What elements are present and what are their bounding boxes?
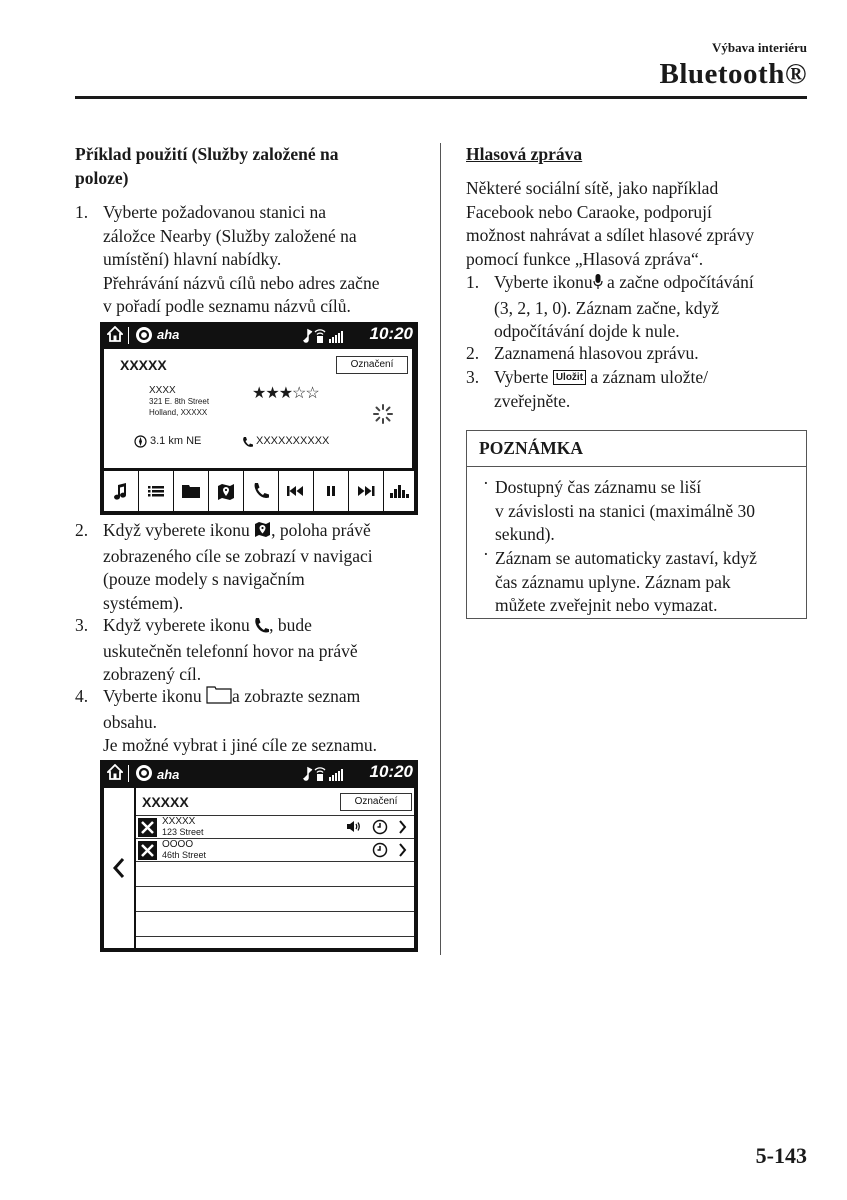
app-name: aha: [157, 767, 180, 782]
aha-app-icon: [135, 764, 153, 787]
left-heading: Příklad použití (Služby založené na poloze): [75, 144, 339, 188]
phone-number: XXXXXXXXXX: [256, 435, 330, 447]
note-title: POZNÁMKA: [467, 431, 806, 467]
list-item[interactable]: [136, 912, 414, 937]
phone-small-icon: [242, 435, 253, 453]
intro-paragraph: Některé sociální sítě, jako například Facebook nebo Caraoke, podporují možnost nahrávat a sdílet hlasové zprávy pomocí funkce „Hlasová zpráva“.: [466, 178, 755, 269]
status-icons: [301, 326, 345, 349]
list-item[interactable]: [136, 862, 414, 887]
chevron-right-icon[interactable]: [398, 820, 407, 839]
mark-button[interactable]: Označení: [340, 793, 412, 811]
rating-stars: ★★★☆☆: [252, 385, 319, 402]
status-bar: [101, 761, 417, 785]
clock-icon[interactable]: [372, 819, 388, 840]
clock: 10:20: [369, 324, 413, 343]
phone-icon[interactable]: [244, 471, 278, 511]
station-name: XXXXX: [142, 794, 189, 810]
address: XXXX 321 E. 8th Street Holland, XXXXX: [149, 385, 210, 417]
distance: 3.1 km NE: [150, 435, 202, 447]
note-bullet: · Dostupný čas záznamu se liší v závislosti na stanici (maximálně 30 sekund).: [483, 473, 756, 544]
list-icon[interactable]: [139, 471, 173, 511]
right-heading: Hlasová zpráva: [466, 144, 583, 164]
list-item[interactable]: OOOO 46th Street: [136, 839, 414, 862]
column-divider: [440, 143, 441, 955]
note-bullet: · Záznam se automaticky zastaví, když čas záznamu uplyne. Záznam pak můžete zveřejnit nebo vymazat.: [483, 544, 757, 615]
aha-app-icon: [135, 326, 153, 349]
previous-track-icon[interactable]: [279, 471, 313, 511]
section-label: Výbava interiéru: [712, 40, 807, 55]
map-pin-icon[interactable]: [209, 471, 243, 511]
contents-list: [136, 788, 414, 948]
toolbar: [104, 471, 414, 511]
status-bar: [101, 323, 417, 347]
page-title: Bluetooth®: [659, 58, 807, 90]
home-icon[interactable]: [107, 326, 123, 347]
note-box: [466, 430, 807, 619]
station-details: [104, 349, 412, 468]
clock-icon[interactable]: [372, 842, 388, 863]
music-icon[interactable]: [104, 471, 138, 511]
aha-list-screen: [100, 760, 418, 952]
microphone-icon: [593, 273, 603, 297]
mark-button[interactable]: Označení: [336, 356, 408, 374]
folder-icon: [206, 686, 232, 711]
next-track-icon[interactable]: [349, 471, 383, 511]
loading-icon: [372, 403, 394, 430]
chevron-right-icon[interactable]: [398, 843, 407, 862]
clock: 10:20: [369, 762, 413, 781]
back-panel: [104, 788, 134, 948]
list-item[interactable]: [136, 887, 414, 912]
pause-icon[interactable]: [314, 471, 348, 511]
save-button: Uložit: [553, 370, 586, 385]
equalizer-icon[interactable]: [384, 471, 414, 511]
list-item[interactable]: XXXXX 123 Street: [136, 816, 414, 839]
chevron-left-icon[interactable]: [112, 856, 126, 885]
speaker-icon: [346, 820, 361, 838]
header-rule: [75, 96, 807, 99]
status-icons: [301, 764, 345, 787]
map-pin-icon: [254, 521, 271, 545]
folder-icon[interactable]: [174, 471, 208, 511]
home-icon[interactable]: [107, 764, 123, 785]
station-name: XXXXX: [120, 357, 167, 373]
phone-icon: [254, 616, 269, 640]
app-name: aha: [157, 327, 180, 342]
aha-nearby-screen: [100, 322, 418, 515]
page-number: 5-143: [755, 1143, 807, 1168]
compass-icon: [134, 435, 147, 453]
